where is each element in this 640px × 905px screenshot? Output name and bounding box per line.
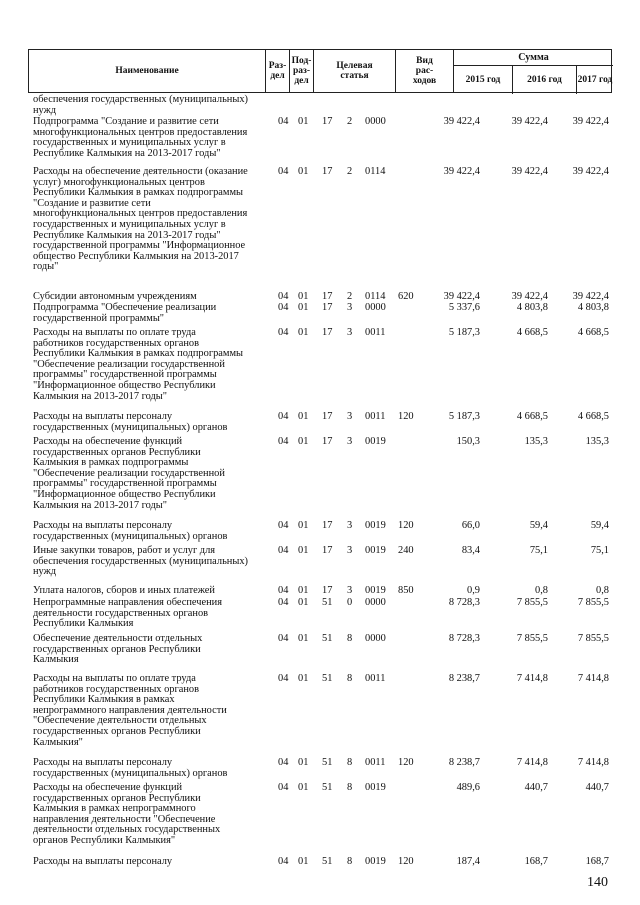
row-cell-pr: 01 bbox=[298, 673, 309, 684]
row-cell-y2: 168,7 bbox=[524, 856, 548, 867]
row-cell-pr: 01 bbox=[298, 585, 309, 596]
row-cell-p1: 51 bbox=[322, 856, 333, 867]
header-vid-rashodov: Вид рас- ходов bbox=[396, 50, 454, 92]
row-cell-p1: 51 bbox=[322, 782, 333, 793]
row-cell-pr: 01 bbox=[298, 633, 309, 644]
row-cell-p2: 3 bbox=[347, 545, 353, 556]
row-cell-y3: 7 855,5 bbox=[577, 597, 609, 608]
row-cell-p1: 17 bbox=[322, 327, 333, 338]
header-2016: 2016 год bbox=[513, 66, 577, 94]
row-cell-rz: 04 bbox=[278, 520, 289, 531]
row-cell-rz: 04 bbox=[278, 545, 289, 556]
row-cell-y2: 75,1 bbox=[529, 545, 548, 556]
row-cell-pr: 01 bbox=[298, 782, 309, 793]
row-cell-y1: 8 238,7 bbox=[448, 757, 480, 768]
row-cell-y3: 135,3 bbox=[585, 436, 609, 447]
row-cell-y2: 7 414,8 bbox=[516, 673, 548, 684]
row-cell-y2: 440,7 bbox=[524, 782, 548, 793]
row-cell-y2: 7 414,8 bbox=[516, 757, 548, 768]
row-cell-rz: 04 bbox=[278, 291, 289, 302]
row-cell-vr: 240 bbox=[398, 545, 414, 556]
row-cell-rz: 04 bbox=[278, 116, 289, 127]
row-cell-y1: 5 187,3 bbox=[448, 411, 480, 422]
row-cell-pr: 01 bbox=[298, 520, 309, 531]
row-cell-y2: 4 803,8 bbox=[516, 302, 548, 313]
row-cell-y2: 7 855,5 bbox=[516, 633, 548, 644]
row-cell-vr: 620 bbox=[398, 291, 414, 302]
row-name: Непрограммные направления обеспечения деятельности государственных органов Республики Калмыкия bbox=[33, 597, 222, 630]
row-cell-p2: 2 bbox=[347, 166, 353, 177]
row-cell-rz: 04 bbox=[278, 633, 289, 644]
row-cell-p1: 17 bbox=[322, 302, 333, 313]
row-cell-y3: 59,4 bbox=[590, 520, 609, 531]
row-cell-y3: 39 422,4 bbox=[572, 116, 609, 127]
row-cell-rz: 04 bbox=[278, 782, 289, 793]
row-cell-y2: 39 422,4 bbox=[511, 166, 548, 177]
row-cell-p3: 0019 bbox=[365, 520, 386, 531]
row-cell-p3: 0114 bbox=[365, 166, 386, 177]
row-cell-pr: 01 bbox=[298, 436, 309, 447]
row-cell-y1: 0,9 bbox=[467, 585, 480, 596]
row-cell-y1: 8 728,3 bbox=[448, 633, 480, 644]
row-cell-vr: 850 bbox=[398, 585, 414, 596]
row-cell-p3: 0000 bbox=[365, 302, 386, 313]
row-cell-p3: 0019 bbox=[365, 782, 386, 793]
row-cell-p1: 51 bbox=[322, 633, 333, 644]
row-cell-y2: 39 422,4 bbox=[511, 291, 548, 302]
row-name: Уплата налогов, сборов и иных платежей bbox=[33, 585, 215, 596]
row-cell-pr: 01 bbox=[298, 327, 309, 338]
row-name: Субсидии автономным учреждениям bbox=[33, 291, 197, 302]
row-name: Расходы на обеспечение функций государственных органов Республики Калмыкия в рамках подпрограммы "Обеспечение реализации государственной программы" государственной программы "Информационное общество Республики Калмыкия на 2013-2017 годы" bbox=[33, 436, 225, 511]
row-cell-pr: 01 bbox=[298, 302, 309, 313]
row-cell-p3: 0114 bbox=[365, 291, 386, 302]
row-cell-pr: 01 bbox=[298, 597, 309, 608]
row-cell-p2: 3 bbox=[347, 436, 353, 447]
row-cell-rz: 04 bbox=[278, 856, 289, 867]
row-cell-rz: 04 bbox=[278, 166, 289, 177]
row-cell-y2: 4 668,5 bbox=[516, 411, 548, 422]
row-name: Расходы на выплаты по оплате труда работников государственных органов Республики Калмыкия в рамках непрограммного направления деятельности "Обеспечение деятельности отдельных государственных органов Республики Калмыкия" bbox=[33, 673, 227, 748]
row-name: Расходы на обеспечение функций государственных органов Республики Калмыкия в рамках непрограммного направления деятельности "Обеспечение деятельности отдельных государственных органов Республики Калмыкия" bbox=[33, 782, 221, 846]
row-cell-p2: 2 bbox=[347, 291, 353, 302]
row-cell-rz: 04 bbox=[278, 673, 289, 684]
row-cell-p1: 17 bbox=[322, 545, 333, 556]
row-cell-y1: 8 238,7 bbox=[448, 673, 480, 684]
header-2015: 2015 год bbox=[454, 66, 513, 94]
row-cell-p3: 0011 bbox=[365, 411, 386, 422]
row-cell-pr: 01 bbox=[298, 291, 309, 302]
row-cell-y3: 0,8 bbox=[596, 585, 609, 596]
row-cell-rz: 04 bbox=[278, 327, 289, 338]
row-cell-p2: 2 bbox=[347, 116, 353, 127]
row-cell-p1: 17 bbox=[322, 291, 333, 302]
row-cell-p3: 0011 bbox=[365, 757, 386, 768]
header-summa: Сумма bbox=[454, 50, 613, 66]
row-cell-y3: 39 422,4 bbox=[572, 291, 609, 302]
row-cell-y3: 39 422,4 bbox=[572, 166, 609, 177]
row-name: обеспечения государственных (муниципальных) нужд bbox=[33, 94, 249, 116]
row-name: Расходы на выплаты по оплате труда работников государственных органов Республики Калмыкия в рамках подпрограммы "Обеспечение реализации государственной программы" государственной программы "Информационное общество Республики Калмыкия на 2013-2017 годы" bbox=[33, 327, 244, 402]
row-cell-y1: 5 187,3 bbox=[448, 327, 480, 338]
row-cell-p3: 0019 bbox=[365, 856, 386, 867]
row-cell-y1: 39 422,4 bbox=[443, 116, 480, 127]
row-cell-p1: 51 bbox=[322, 673, 333, 684]
row-cell-y3: 4 803,8 bbox=[577, 302, 609, 313]
header-podrazdel: Под- раз- дел bbox=[290, 50, 314, 92]
row-cell-p1: 17 bbox=[322, 411, 333, 422]
row-cell-p2: 8 bbox=[347, 673, 353, 684]
row-cell-y1: 8 728,3 bbox=[448, 597, 480, 608]
row-cell-y2: 135,3 bbox=[524, 436, 548, 447]
row-cell-p2: 3 bbox=[347, 411, 353, 422]
row-cell-y3: 7 414,8 bbox=[577, 673, 609, 684]
row-cell-p3: 0011 bbox=[365, 327, 386, 338]
row-cell-p2: 3 bbox=[347, 302, 353, 313]
row-cell-p3: 0019 bbox=[365, 585, 386, 596]
row-cell-rz: 04 bbox=[278, 585, 289, 596]
row-cell-p2: 8 bbox=[347, 782, 353, 793]
row-cell-y1: 39 422,4 bbox=[443, 291, 480, 302]
row-name: Расходы на выплаты персоналу bbox=[33, 856, 173, 867]
row-cell-vr: 120 bbox=[398, 757, 414, 768]
row-cell-p2: 8 bbox=[347, 633, 353, 644]
header-tselevaya-statya: Целевая статья bbox=[314, 50, 396, 92]
row-cell-y3: 168,7 bbox=[585, 856, 609, 867]
row-cell-p3: 0019 bbox=[365, 436, 386, 447]
row-cell-p2: 8 bbox=[347, 856, 353, 867]
row-cell-y3: 7 855,5 bbox=[577, 633, 609, 644]
row-cell-p1: 17 bbox=[322, 585, 333, 596]
row-cell-p2: 0 bbox=[347, 597, 353, 608]
row-cell-y3: 4 668,5 bbox=[577, 327, 609, 338]
row-cell-p3: 0011 bbox=[365, 673, 386, 684]
row-name: Подпрограмма "Обеспечение реализации государственной программы" bbox=[33, 302, 217, 324]
row-cell-p2: 3 bbox=[347, 520, 353, 531]
row-cell-p2: 3 bbox=[347, 327, 353, 338]
row-cell-pr: 01 bbox=[298, 166, 309, 177]
row-cell-p1: 17 bbox=[322, 166, 333, 177]
row-cell-rz: 04 bbox=[278, 757, 289, 768]
row-name: Расходы на выплаты персоналу государственных (муниципальных) органов bbox=[33, 757, 228, 779]
row-cell-y1: 489,6 bbox=[456, 782, 480, 793]
row-cell-y1: 83,4 bbox=[461, 545, 480, 556]
row-cell-p3: 0019 bbox=[365, 545, 386, 556]
row-cell-y2: 39 422,4 bbox=[511, 116, 548, 127]
row-cell-p1: 17 bbox=[322, 116, 333, 127]
row-name: Подпрограмма "Создание и развитие сети многофункциональных центров предоставления государственных и муниципальных услуг в Республике Калмыкия на 2013-2017 годы" bbox=[33, 116, 248, 159]
header-razdel: Раз- дел bbox=[266, 50, 290, 92]
row-cell-p2: 3 bbox=[347, 585, 353, 596]
row-cell-rz: 04 bbox=[278, 597, 289, 608]
row-cell-y3: 440,7 bbox=[585, 782, 609, 793]
row-cell-y2: 4 668,5 bbox=[516, 327, 548, 338]
row-cell-vr: 120 bbox=[398, 856, 414, 867]
row-cell-p3: 0000 bbox=[365, 597, 386, 608]
row-name: Расходы на обеспечение деятельности (оказание услуг) многофункциональных центров Республики Калмыкия в рамках подпрограммы "Создание и развитие сети многофункциональных центров предоставления государственных и муниципальных услуг в Республике Калмыкия на 2013-2017 годы" государственной программы "Информационное общество Республики Калмыкия на 2013-2017 годы" bbox=[33, 166, 248, 273]
row-cell-p1: 51 bbox=[322, 597, 333, 608]
row-cell-y2: 59,4 bbox=[529, 520, 548, 531]
header-name: Наименование bbox=[29, 50, 266, 92]
row-cell-y3: 7 414,8 bbox=[577, 757, 609, 768]
row-cell-y1: 150,3 bbox=[456, 436, 480, 447]
row-cell-p3: 0000 bbox=[365, 116, 386, 127]
row-cell-rz: 04 bbox=[278, 302, 289, 313]
row-cell-vr: 120 bbox=[398, 411, 414, 422]
row-name: Иные закупки товаров, работ и услуг для обеспечения государственных (муниципальных) нужд bbox=[33, 545, 249, 578]
row-cell-rz: 04 bbox=[278, 436, 289, 447]
row-cell-p3: 0000 bbox=[365, 633, 386, 644]
row-cell-y1: 5 337,6 bbox=[448, 302, 480, 313]
row-cell-pr: 01 bbox=[298, 856, 309, 867]
table-header bbox=[28, 49, 612, 93]
row-cell-vr: 120 bbox=[398, 520, 414, 531]
row-name: Обеспечение деятельности отдельных государственных органов Республики Калмыкия bbox=[33, 633, 203, 666]
row-cell-y1: 66,0 bbox=[461, 520, 480, 531]
row-cell-p1: 51 bbox=[322, 757, 333, 768]
page-number: 140 bbox=[587, 875, 608, 890]
row-cell-y2: 0,8 bbox=[535, 585, 548, 596]
row-name: Расходы на выплаты персоналу государственных (муниципальных) органов bbox=[33, 411, 228, 433]
row-cell-y1: 187,4 bbox=[456, 856, 480, 867]
row-cell-pr: 01 bbox=[298, 411, 309, 422]
row-cell-pr: 01 bbox=[298, 545, 309, 556]
row-cell-y3: 75,1 bbox=[590, 545, 609, 556]
row-cell-p1: 17 bbox=[322, 520, 333, 531]
row-cell-y1: 39 422,4 bbox=[443, 166, 480, 177]
row-cell-y2: 7 855,5 bbox=[516, 597, 548, 608]
row-cell-rz: 04 bbox=[278, 411, 289, 422]
row-cell-p1: 17 bbox=[322, 436, 333, 447]
row-cell-y3: 4 668,5 bbox=[577, 411, 609, 422]
row-name: Расходы на выплаты персоналу государственных (муниципальных) органов bbox=[33, 520, 228, 542]
row-cell-pr: 01 bbox=[298, 757, 309, 768]
header-2017: 2017 год bbox=[577, 75, 613, 85]
row-cell-p2: 8 bbox=[347, 757, 353, 768]
row-cell-pr: 01 bbox=[298, 116, 309, 127]
